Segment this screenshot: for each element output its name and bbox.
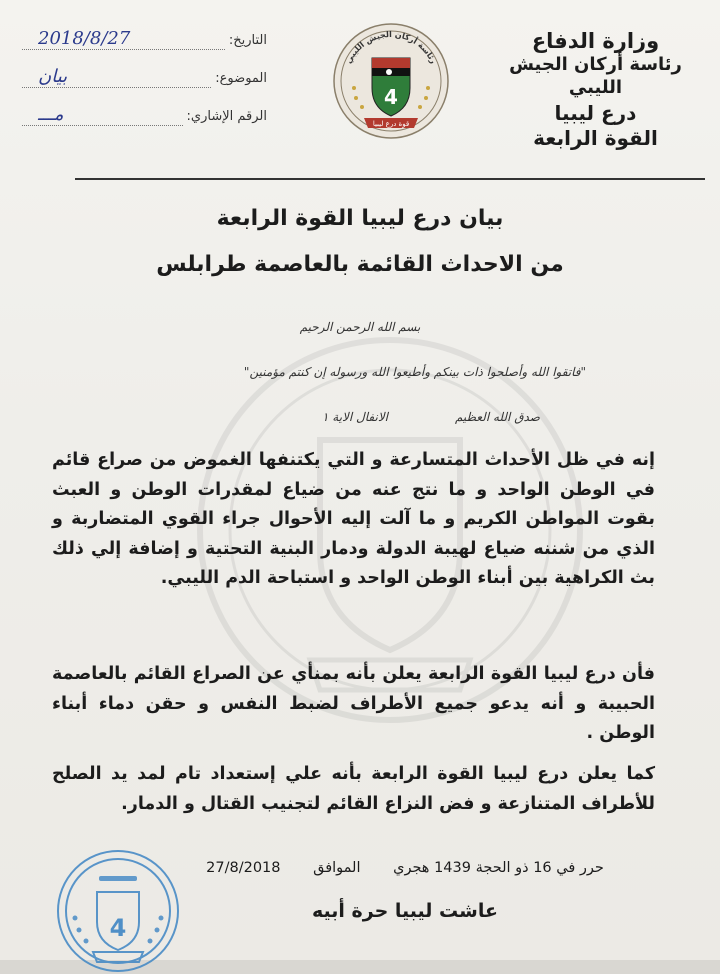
reference-value: مـــ — [22, 104, 183, 126]
subject-value: بيان — [22, 66, 211, 88]
header-divider — [75, 178, 705, 180]
paragraph-3: كما يعلن درع ليبيا القوة الرابعة بأنه علي إستعداد تام لمد يد الصلح للأطراف المتنازعة و فض النزاع القائم لتجنيب القتال و الدمار. — [52, 764, 655, 814]
ministry-name: وزارة الدفاع — [531, 29, 660, 53]
quran-verse: "فاتقوا الله وأصلحوا ذات بينكم وأطيعوا الله ورسوله إن كنتم مؤمنين" — [243, 365, 587, 379]
gregorian-date: 27/8/2018 — [206, 860, 281, 876]
reference-label: الرقم الإشاري: — [186, 109, 267, 124]
letterhead-fields — [22, 28, 267, 142]
seal-ring-text: رئاسة أركان الجيش الليبي — [344, 29, 439, 65]
hijri-date: حرر في 16 ذو الحجة 1439 هجري — [393, 860, 604, 876]
subject-field — [22, 66, 267, 104]
paragraph-2: فأن درع ليبيا القوة الرابعة يعلن بأنه بمنأي عن الصراع القائم بالعاصمة الحبيبة و أنه يدعو جميع الأطراف لضبط النفس و حقن دماء أبناء الوطن . — [52, 664, 655, 743]
official-stamp-icon — [55, 848, 181, 974]
emblem-seal-icon — [332, 22, 450, 140]
closing-slogan: عاشت ليبيا حرة أبيه — [312, 900, 498, 922]
letterhead-right — [493, 28, 698, 151]
subject-label: الموضوع: — [215, 71, 267, 86]
date-label: التاريخ: — [228, 33, 267, 48]
statement-subtitle: من الاحداث القائمة بالعاصمة طرابلس — [156, 252, 564, 277]
bismillah: بسم الله الرحمن الرحيم — [299, 320, 421, 334]
sura-text: الانفال الاية ١ — [322, 410, 388, 424]
stamp-number: 4 — [109, 914, 127, 942]
reference-field — [22, 104, 267, 142]
statement-title: بيان درع ليبيا القوة الرابعة — [216, 206, 504, 231]
date-value: 2018/8/27 — [22, 28, 225, 50]
date-field — [22, 28, 267, 66]
agreed-label: الموافق — [313, 860, 361, 876]
force-name: القوة الرابعة — [533, 126, 658, 151]
chief-of-staff-name: رئاسة أركان الجيش الليبي — [509, 54, 682, 98]
sura-reference — [0, 410, 720, 424]
seal-banner-text: قوة درع ليبيا — [372, 120, 410, 128]
sadaq-line: صدق الله العظيم — [454, 410, 540, 424]
seal-number: 4 — [384, 85, 398, 109]
paragraph-1: إنه في ظل الأحداث المتسارعة و التي يكتنفها الغموض من صراع قائم في الوطن الواحد و ما نتج عنه من ضياع لمقدرات الوطن و العبث بقوت المواطن الكريم و ما آلت إليه الأحوال جراء القوي المتضاربة و الذي من شننه ضياع لهيبة الدولة ودمار البنية التحتية و إضافة إلي ذلك بث الكراهية بين أبناء الوطن الواحد و استباحة الدم الليبي. — [52, 450, 655, 588]
shield-name: درع ليبيا — [554, 101, 637, 126]
